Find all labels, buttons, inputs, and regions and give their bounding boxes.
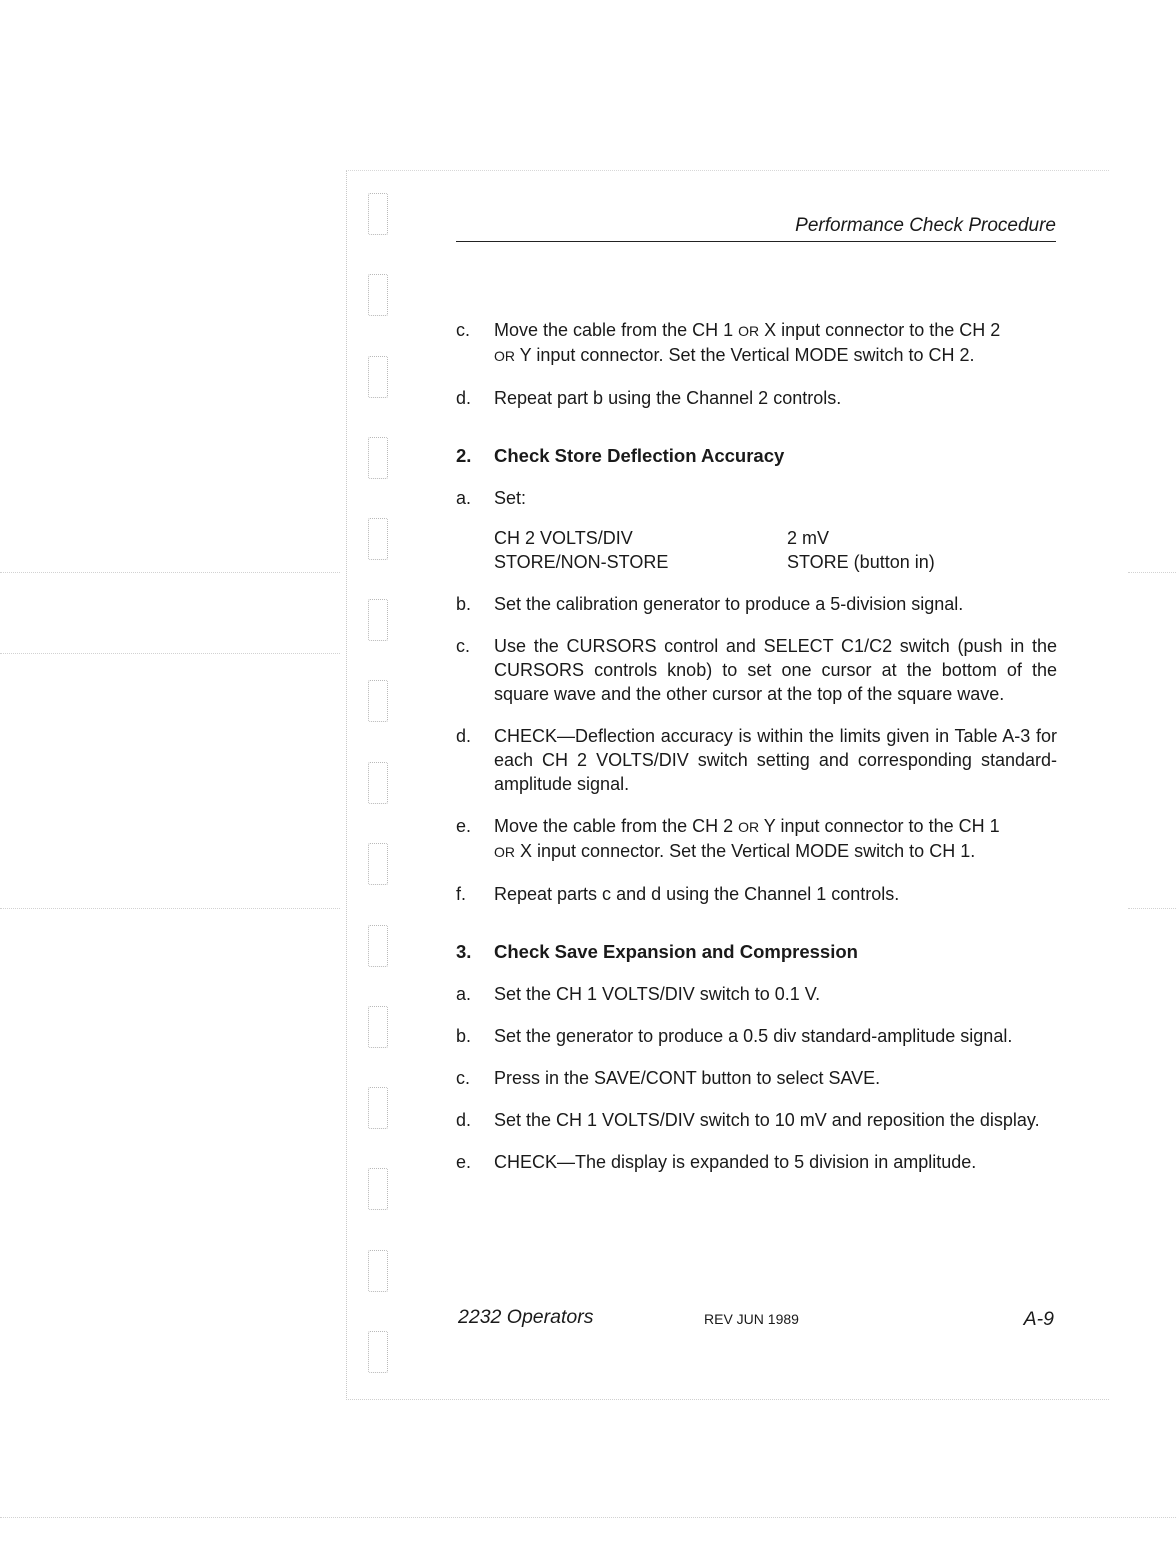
step-number: 2. — [456, 445, 472, 466]
step-3-item-c — [456, 1066, 1057, 1090]
item-text: Repeat parts c and d using the Channel 1 controls. — [494, 884, 900, 904]
step-2-item-b — [456, 592, 1057, 616]
binder-hole — [368, 193, 388, 235]
footer-revision: REV JUN 1989 — [704, 1311, 799, 1327]
scan-line — [1128, 908, 1176, 909]
item-text: Press in the SAVE/CONT button to select SAVE. — [494, 1068, 881, 1088]
scan-line — [0, 908, 340, 909]
item-text: Set the generator to produce a 0.5 div standard-amplitude signal. — [494, 1026, 1013, 1046]
binder-hole — [368, 680, 388, 722]
page-footer — [458, 1306, 1054, 1336]
binder-hole — [368, 356, 388, 398]
setting-control: CH 2 VOLTS/DIV — [494, 528, 633, 548]
binder-hole — [368, 518, 388, 560]
running-head — [456, 215, 1056, 242]
item-marker: c. — [456, 636, 471, 656]
step-1-item-d — [456, 386, 1057, 410]
step-number: 3. — [456, 941, 472, 962]
step-2-heading — [456, 444, 1057, 468]
item-text: Set the CH 1 VOLTS/DIV switch to 10 mV and reposition the display. — [494, 1110, 1040, 1130]
step-1-item-c — [456, 318, 1057, 368]
step-2-item-a — [456, 486, 1057, 510]
binder-hole — [368, 1006, 388, 1048]
item-marker: d. — [456, 1110, 472, 1130]
running-head-title: Performance Check Procedure — [795, 215, 1056, 236]
item-text: Move the cable from the CH 2 OR Y input connector to the CH 1 OR X input connector. Set the Vertical MODE switch to CH 1. — [494, 816, 1000, 861]
step-3-item-b — [456, 1024, 1057, 1048]
page-body — [456, 318, 1057, 1192]
step-2-item-f — [456, 882, 1057, 906]
item-text: Repeat part b using the Channel 2 controls. — [494, 388, 842, 408]
item-marker: b. — [456, 594, 472, 614]
step-title: Check Store Deflection Accuracy — [494, 445, 785, 466]
settings-table — [456, 526, 1057, 574]
item-marker: b. — [456, 1026, 472, 1046]
item-text: CHECK—The display is expanded to 5 division in amplitude. — [494, 1152, 977, 1172]
binder-hole — [368, 925, 388, 967]
step-2-item-c — [456, 634, 1057, 706]
binder-hole — [368, 1250, 388, 1292]
setting-value: STORE (button in) — [787, 552, 935, 572]
binder-hole — [368, 1331, 388, 1373]
binder-hole — [368, 843, 388, 885]
binder-hole — [368, 1087, 388, 1129]
binder-hole — [368, 437, 388, 479]
item-marker: e. — [456, 816, 472, 836]
item-marker: a. — [456, 984, 472, 1004]
item-marker: d. — [456, 726, 472, 746]
binder-hole — [368, 762, 388, 804]
step-3-item-e — [456, 1150, 1057, 1174]
scan-line — [1128, 572, 1176, 573]
item-marker: d. — [456, 388, 472, 408]
settings-row — [494, 526, 1057, 550]
footer-manual-title: 2232 Operators — [458, 1306, 594, 1328]
item-marker: e. — [456, 1152, 472, 1172]
item-text: Set: — [494, 488, 527, 508]
item-text: Move the cable from the CH 1 OR X input connector to the CH 2 OR Y input connector. Set the Vertical MODE switch to CH 2. — [494, 320, 1001, 365]
item-marker: c. — [456, 1068, 471, 1088]
scan-line — [0, 572, 340, 573]
item-marker: f. — [456, 884, 467, 904]
step-title: Check Save Expansion and Compression — [494, 941, 858, 962]
step-3-item-a — [456, 982, 1057, 1006]
step-3-heading — [456, 940, 1057, 964]
binder-hole — [368, 1168, 388, 1210]
item-text: Use the CURSORS control and SELECT C1/C2 switch (push in the CURSORS controls knob) to set one cursor at the bottom of the square wave and the other cursor at the top of the square wave. — [494, 636, 1057, 704]
step-3-item-d — [456, 1108, 1057, 1132]
item-text: Set the CH 1 VOLTS/DIV switch to 0.1 V. — [494, 984, 821, 1004]
settings-row — [494, 550, 1057, 574]
item-text: CHECK—Deflection accuracy is within the limits given in Table A-3 for each CH 2 VOLTS/DIV switch setting and corresponding standard-amplitude signal. — [494, 726, 1057, 794]
footer-page-number: A-9 — [1023, 1308, 1054, 1330]
scan-line — [0, 653, 340, 654]
step-2-item-e — [456, 814, 1057, 864]
step-2-item-d — [456, 724, 1057, 796]
item-marker: c. — [456, 320, 471, 340]
scan-line — [0, 1517, 1176, 1518]
setting-value: 2 mV — [787, 528, 830, 548]
item-marker: a. — [456, 488, 472, 508]
binder-hole — [368, 599, 388, 641]
binder-hole — [368, 274, 388, 316]
setting-control: STORE/NON-STORE — [494, 552, 669, 572]
item-text: Set the calibration generator to produce a 5-division signal. — [494, 594, 964, 614]
